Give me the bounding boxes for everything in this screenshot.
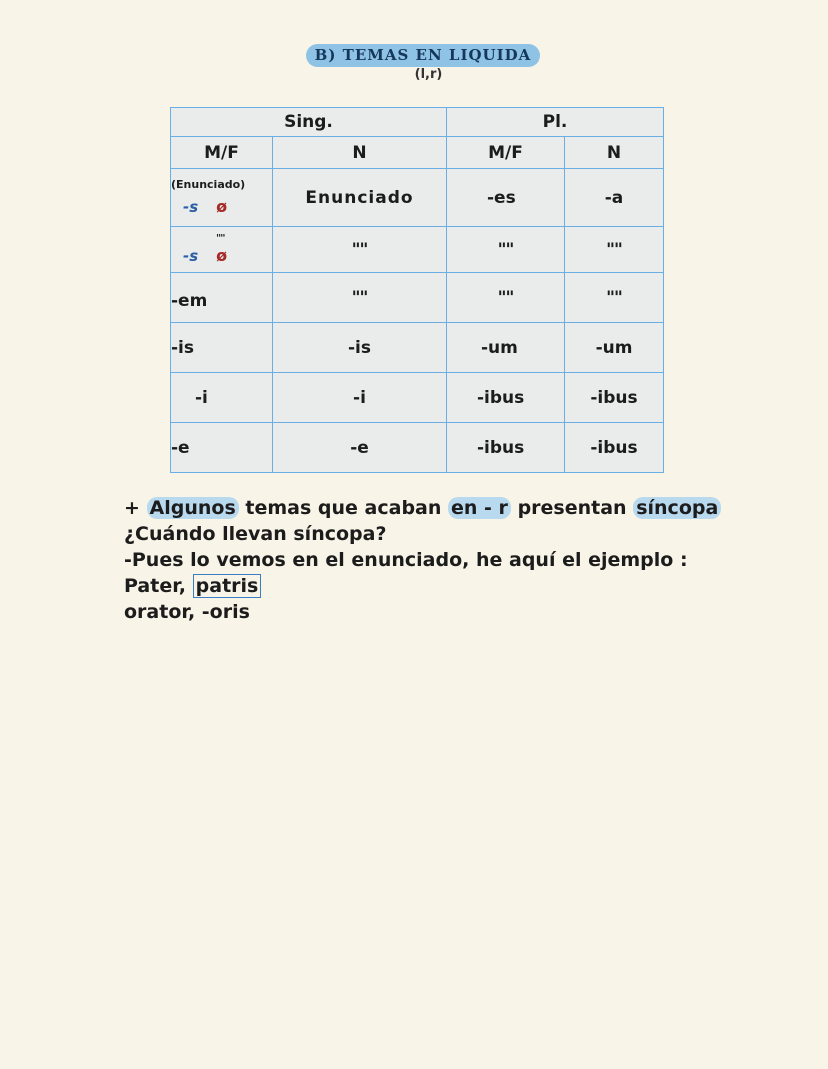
header-sing-n: N [273, 137, 447, 169]
header-plural: Pl. [447, 108, 664, 137]
cell-row2-pl-n: "" [565, 227, 664, 273]
cell-row2-mf [171, 227, 273, 273]
declension-table [170, 107, 664, 473]
cell-row4-pl-n: -um [565, 323, 664, 373]
note-text: presentan [517, 497, 627, 519]
example-patris-boxed: patris [193, 574, 262, 598]
table-column-header-row [171, 137, 664, 169]
note-line-3: -Pues lo vemos en el enunciado, he aquí el ejemplo : [124, 549, 688, 571]
notes-block [124, 495, 721, 625]
cell-row6-pl-mf: -ibus [447, 423, 565, 473]
cell-row4-mf: -is [171, 323, 273, 373]
example-pater: Pater, [124, 575, 187, 597]
cell-row6-n: -e [273, 423, 447, 473]
page-subtitle: (l,r) [414, 67, 443, 82]
table-row [171, 423, 664, 473]
header-pl-mf: M/F [447, 137, 565, 169]
ditto-mark: "" [216, 233, 225, 244]
highlight-algunos: Algunos [147, 497, 239, 519]
note-line-5: orator, -oris [124, 601, 250, 623]
header-sing-mf: M/F [171, 137, 273, 169]
cell-row2-pl-mf: "" [447, 227, 565, 273]
cell-row3-pl-mf: "" [447, 273, 565, 323]
struck-s-symbol: -s [183, 247, 199, 265]
cell-row2-n: "" [273, 227, 447, 273]
cell-row6-mf: -e [171, 423, 273, 473]
null-symbol-icon: ø [216, 246, 228, 265]
cell-row3-pl-n: "" [565, 273, 664, 323]
plus-sign: + [124, 497, 140, 519]
note-line-2: ¿Cuándo llevan síncopa? [124, 523, 387, 545]
null-symbol-icon: ø [216, 197, 228, 216]
highlight-en-r: en - r [448, 497, 511, 519]
cell-row4-pl-mf: -um [447, 323, 565, 373]
enunciado-label: (Enunciado) [171, 178, 246, 191]
cell-row1-pl-mf: -es [447, 169, 565, 227]
struck-s-symbol: -s [183, 198, 199, 216]
table-row [171, 227, 664, 273]
title-wrap [0, 44, 828, 67]
header-singular: Sing. [171, 108, 447, 137]
cell-row3-n: "" [273, 273, 447, 323]
note-line-1 [124, 495, 721, 521]
cell-row5-pl-n: -ibus [565, 373, 664, 423]
cell-row5-pl-mf: -ibus [447, 373, 565, 423]
cell-row1-mf [171, 169, 273, 227]
cell-row6-pl-n: -ibus [565, 423, 664, 473]
table-group-header-row [171, 108, 664, 137]
table-row [171, 373, 664, 423]
note-text: temas que acaban [245, 497, 442, 519]
cell-row1-n: Enunciado [273, 169, 447, 227]
page-title: B) TEMAS EN LIQUIDA [306, 44, 541, 67]
note-line-4 [124, 573, 721, 599]
cell-row4-n: -is [273, 323, 447, 373]
cell-row5-n: -i [273, 373, 447, 423]
cell-row5-mf: -i [171, 373, 273, 423]
table-row [171, 273, 664, 323]
table-row [171, 323, 664, 373]
highlight-sincopa: síncopa [633, 497, 721, 519]
cell-row1-pl-n: -a [565, 169, 664, 227]
cell-row3-mf: -em [171, 273, 273, 323]
header-pl-n: N [565, 137, 664, 169]
table-row [171, 169, 664, 227]
